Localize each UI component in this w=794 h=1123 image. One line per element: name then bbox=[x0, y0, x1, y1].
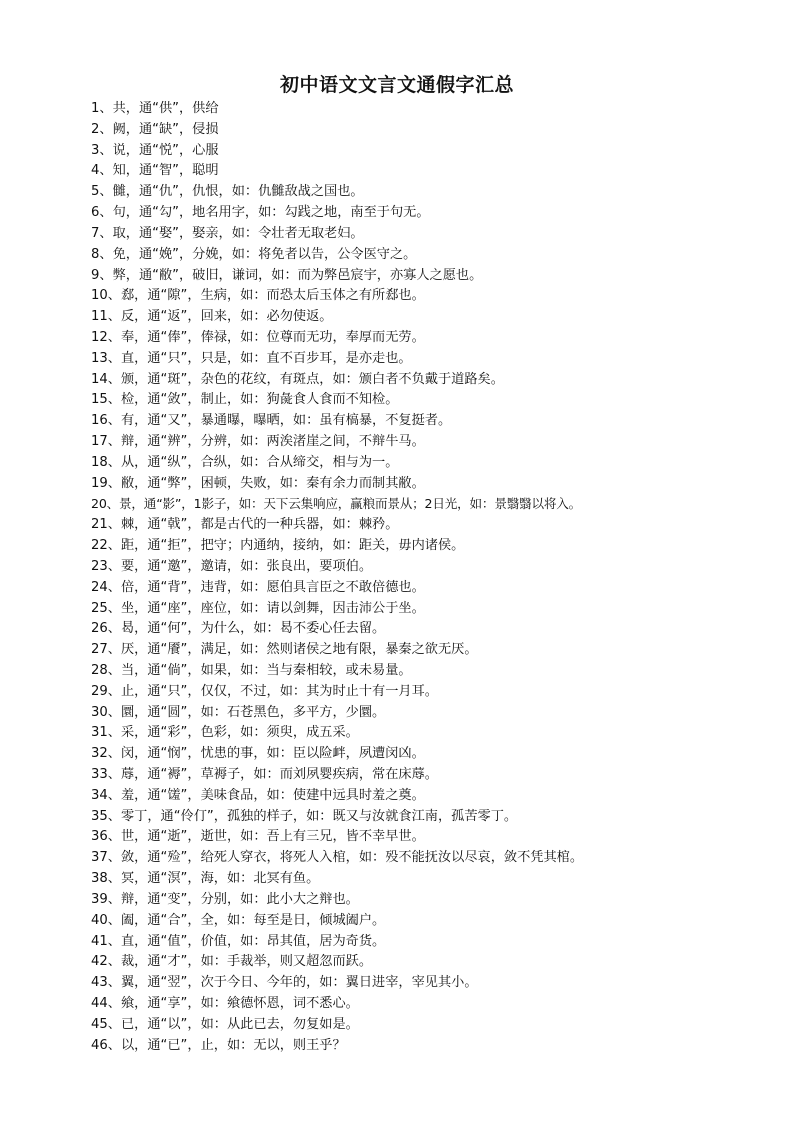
list-item: 24、倍，通“背”，违背，如：愿伯具言臣之不敢倍德也。 bbox=[91, 579, 425, 595]
list-item: 41、直，通“值”，价值，如：昂其值，居为奇货。 bbox=[91, 933, 386, 949]
list-item: 6、句，通“勾”，地名用字，如：勾践之地，南至于句无。 bbox=[91, 205, 430, 221]
list-item: 33、蓐，通“褥”，草褥子，如：而刘夙婴疾病，常在床蓐。 bbox=[91, 767, 438, 782]
list-item: 5、雠，通“仇”，仇恨，如：仇雠敌战之国也。 bbox=[91, 184, 364, 200]
list-item: 11、反，通“返”，回来，如：必勿使返。 bbox=[91, 309, 333, 325]
list-item: 15、检，通“敛”，制止，如：狗彘食人食而不知检。 bbox=[91, 392, 399, 408]
list-item: 14、颁，通“斑”，杂色的花纹，有斑点，如：颁白者不负戴于道路矣。 bbox=[91, 371, 504, 387]
list-item: 36、世，通“逝”，逝世，如：吾上有三兄，皆不幸早世。 bbox=[91, 829, 425, 845]
tongjiazi-list bbox=[91, 99, 781, 1056]
list-item: 27、厌，通“餍”，满足，如：然则诸侯之地有限，暴秦之欲无厌。 bbox=[91, 642, 478, 658]
list-item: 16、有，通“又”，暴通曝，曝晒，如：虽有槁暴，不复挺者。 bbox=[91, 413, 452, 429]
list-item: 40、阖，通“合”，全，如：每至是日，倾城阖户。 bbox=[91, 912, 386, 928]
list-item: 32、闵，通“悯”，忧患的事，如：臣以险衅，夙遭闵凶。 bbox=[91, 746, 425, 762]
list-item: 45、已，通“以”，如：从此已去，勿复如是。 bbox=[91, 1016, 359, 1032]
list-item: 1、共，通“供”，供给 bbox=[91, 101, 219, 116]
list-item: 20、景，通“影”，1影子，如：天下云集响应，赢粮而景从；2日光，如：景翳翳以将入。 bbox=[91, 496, 582, 512]
list-item: 38、冥，通“溟”，海，如：北冥有鱼。 bbox=[91, 871, 320, 887]
list-item: 42、裁，通“才”，如：手裁举，则又超忽而跃。 bbox=[91, 954, 373, 970]
list-item: 13、直，通“只”，只是，如：直不百步耳，是亦走也。 bbox=[91, 350, 412, 366]
list-item: 7、取，通“娶”，娶亲，如：令壮者无取老妇。 bbox=[91, 225, 364, 241]
list-item: 25、坐，通“座”，座位，如：请以剑舞，因击沛公于坐。 bbox=[91, 600, 425, 616]
list-item: 12、奉，通“俸”，俸禄，如：位尊而无功，奉厚而无劳。 bbox=[91, 329, 425, 345]
list-item: 18、从，通“纵”，合纵，如：合从缔交，相与为一。 bbox=[91, 454, 399, 470]
list-item: 34、羞，通“馐”，美味食品，如：使建中远具时羞之奠。 bbox=[91, 787, 425, 803]
list-item: 37、敛，通“殓”，给死人穿衣，将死人入棺，如：殁不能抚汝以尽哀，敛不凭其棺。 bbox=[91, 850, 584, 866]
list-item: 9、弊，通“敝”，破旧，谦词，如：而为弊邑宸宇，亦寡人之愿也。 bbox=[91, 267, 483, 283]
list-item: 4、知，通“智”，聪明 bbox=[91, 163, 219, 179]
list-item: 3、说，通“悦”，心服 bbox=[91, 142, 219, 158]
list-item: 44、飨，通“享”，如：飨德怀恩，词不悉心。 bbox=[91, 995, 359, 1011]
list-item: 31、采，通“彩”，色彩，如：须臾，成五采。 bbox=[91, 725, 359, 741]
list-item: 21、棘，通“戟”，都是古代的一种兵器，如：棘矜。 bbox=[91, 517, 399, 533]
list-item: 35、零丁，通“伶仃”，孤独的样子，如：既又与汝就食江南，孤苦零丁。 bbox=[91, 808, 518, 824]
list-item: 19、敝，通“弊”，困顿，失败，如：秦有余力而制其敝。 bbox=[91, 475, 425, 491]
list-item: 26、曷，通“何”，为什么，如：曷不委心任去留。 bbox=[91, 621, 386, 637]
list-item: 8、免，通“娩”，分娩，如：将免者以告，公令医守之。 bbox=[91, 246, 417, 262]
list-item: 23、要，通“邀”，邀请，如：张良出，要项伯。 bbox=[91, 558, 373, 574]
list-item: 28、当，通“倘”，如果，如：当与秦相较，或未易量。 bbox=[91, 662, 412, 678]
list-item: 30、圜，通“圆”，如：石苍黑色，多平方，少圜。 bbox=[91, 704, 386, 720]
list-item: 43、翼，通“翌”，次于今日、今年的，如：翼日进宰，宰见其小。 bbox=[91, 975, 478, 991]
list-item: 2、阙，通“缺”，侵损 bbox=[91, 121, 219, 137]
list-item: 17、辩，通“辨”，分辨，如：两涘渚崖之间，不辩牛马。 bbox=[91, 434, 425, 449]
list-item: 39、辩，通“变”，分别，如：此小大之辩也。 bbox=[91, 891, 359, 907]
list-item: 29、止，通“只”，仅仅，不过，如：其为时止十有一月耳。 bbox=[91, 683, 438, 699]
list-item: 10、郄，通“隙”，生病，如：而恐太后玉体之有所郄也。 bbox=[91, 288, 425, 304]
list-item: 22、距，通“拒”，把守；内通纳，接纳，如：距关，毋内诸侯。 bbox=[91, 538, 465, 554]
list-item: 46、以，通“已”，止，如：无以，则王乎？ bbox=[91, 1037, 346, 1053]
page-title: 初中语文文言文通假字汇总 bbox=[279, 74, 514, 96]
